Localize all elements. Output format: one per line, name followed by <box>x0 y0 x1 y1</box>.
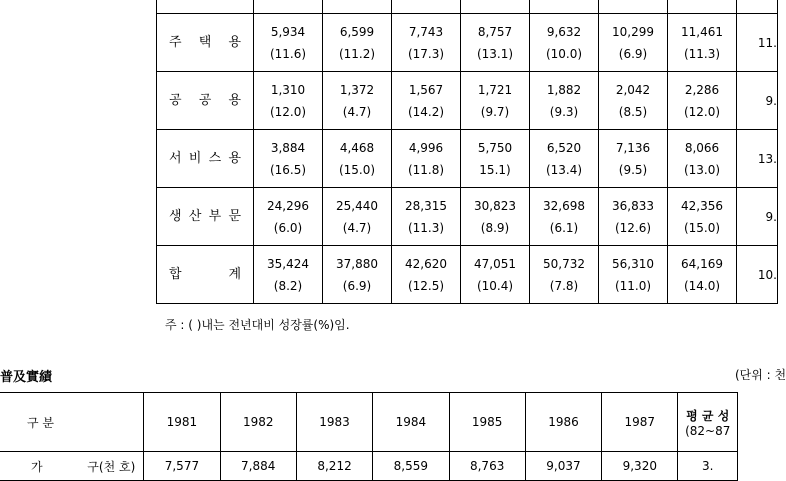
growth-rate: (11.2) <box>338 46 376 61</box>
growth-rate: (12.0) <box>683 104 721 119</box>
value-cell <box>668 188 737 246</box>
value: 28,315 <box>405 198 447 213</box>
value: 8,066 <box>684 140 720 155</box>
growth-rate: (6.0) <box>273 220 303 235</box>
growth-rate: (15.0) <box>683 220 721 235</box>
value-cell <box>461 188 530 246</box>
growth-rate: (9.5) <box>618 162 648 177</box>
avg-growth-cell: 9. <box>737 188 778 246</box>
power-consumption-table <box>156 0 778 304</box>
growth-rate: (9.3) <box>549 104 579 119</box>
value: 1,372 <box>339 82 375 97</box>
households-cell: 9,320 <box>602 452 678 481</box>
value: 5,750 <box>477 140 513 155</box>
value-cell <box>461 130 530 188</box>
value: 11,461 <box>681 24 723 39</box>
value-cell <box>254 130 323 188</box>
value: 47,051 <box>474 256 516 271</box>
table1-row <box>157 72 778 130</box>
value-cell <box>323 188 392 246</box>
households-cell: 9,037 <box>525 452 601 481</box>
growth-rate: (14.2) <box>407 104 445 119</box>
growth-rate: (17.3) <box>407 46 445 61</box>
value: 4,996 <box>408 140 444 155</box>
value: 24,296 <box>267 198 309 213</box>
unit-label: (단위 : 천 <box>735 368 786 382</box>
value: 30,823 <box>474 198 516 213</box>
growth-rate: (8.5) <box>618 104 648 119</box>
value-cell <box>392 188 461 246</box>
row-label: 합 계 <box>157 246 254 304</box>
value-cell <box>599 72 668 130</box>
growth-rate: (10.4) <box>476 278 514 293</box>
value-cell <box>668 72 737 130</box>
value: 10,299 <box>612 24 654 39</box>
growth-rate: (8.2) <box>273 278 303 293</box>
year-header: 1984 <box>373 393 449 452</box>
value: 42,620 <box>405 256 447 271</box>
households-row-label: 가 구(천 호) <box>0 452 144 481</box>
table1-row <box>157 188 778 246</box>
value: 1,721 <box>477 82 513 97</box>
value-cell <box>599 188 668 246</box>
growth-rate: (6.9) <box>618 46 648 61</box>
row-label: 생 산 부 문 <box>157 188 254 246</box>
value: 1,567 <box>408 82 444 97</box>
value-cell <box>392 246 461 304</box>
value-cell <box>392 130 461 188</box>
value-cell <box>254 72 323 130</box>
row-label: 서 비 스 용 <box>157 130 254 188</box>
value-cell <box>254 14 323 72</box>
value: 6,520 <box>546 140 582 155</box>
value-cell <box>461 72 530 130</box>
value-cell <box>461 14 530 72</box>
avg-growth-cell: 13. <box>737 130 778 188</box>
value-cell <box>530 188 599 246</box>
value: 5,934 <box>270 24 306 39</box>
value-cell <box>392 72 461 130</box>
households-avg-cell: 3. <box>678 452 738 481</box>
households-table <box>0 392 738 481</box>
year-header: 1982 <box>220 393 296 452</box>
table2-header-label: 구 분 <box>0 393 144 452</box>
value-cell <box>599 14 668 72</box>
growth-rate: (16.5) <box>269 162 307 177</box>
growth-rate: (11.6) <box>269 46 307 61</box>
growth-rate: (11.0) <box>614 278 652 293</box>
value-cell <box>323 130 392 188</box>
growth-rate: (11.3) <box>407 220 445 235</box>
growth-rate: (4.7) <box>342 104 372 119</box>
growth-rate: (12.5) <box>407 278 445 293</box>
value-cell <box>323 14 392 72</box>
value: 37,880 <box>336 256 378 271</box>
year-header: 1981 <box>144 393 220 452</box>
table1-row <box>157 130 778 188</box>
growth-rate: (13.1) <box>476 46 514 61</box>
households-cell: 8,212 <box>296 452 372 481</box>
avg-growth-header: 평 균 성 (82~87 <box>678 393 738 452</box>
value: 50,732 <box>543 256 585 271</box>
value: 4,468 <box>339 140 375 155</box>
value-cell <box>668 130 737 188</box>
value: 2,286 <box>684 82 720 97</box>
year-header: 1985 <box>449 393 525 452</box>
growth-rate: (11.8) <box>407 162 445 177</box>
section-title: 普及實績 <box>0 370 53 385</box>
year-header: 1987 <box>602 393 678 452</box>
value-cell <box>668 246 737 304</box>
value-cell <box>530 14 599 72</box>
value-cell <box>530 130 599 188</box>
growth-rate: (11.3) <box>683 46 721 61</box>
row-label: 공 공 용 <box>157 72 254 130</box>
growth-rate: (4.7) <box>342 220 372 235</box>
value-cell <box>461 246 530 304</box>
value: 7,136 <box>615 140 651 155</box>
table1-row <box>157 14 778 72</box>
value: 9,632 <box>546 24 582 39</box>
value: 36,833 <box>612 198 654 213</box>
table1-header-label <box>157 0 254 14</box>
avg-growth-cell: 11. <box>737 14 778 72</box>
value-cell <box>323 72 392 130</box>
value: 7,743 <box>408 24 444 39</box>
year-header: 1986 <box>525 393 601 452</box>
value-cell <box>599 130 668 188</box>
growth-rate: (12.0) <box>269 104 307 119</box>
value: 35,424 <box>267 256 309 271</box>
growth-rate: (6.9) <box>342 278 372 293</box>
growth-rate: (13.0) <box>683 162 721 177</box>
avg-growth-cell: 10. <box>737 246 778 304</box>
value: 32,698 <box>543 198 585 213</box>
value: 8,757 <box>477 24 513 39</box>
value: 1,882 <box>546 82 582 97</box>
value: 42,356 <box>681 198 723 213</box>
value-cell <box>392 14 461 72</box>
households-cell: 7,577 <box>144 452 220 481</box>
value-cell <box>254 188 323 246</box>
growth-rate: (7.8) <box>549 278 579 293</box>
growth-rate: (10.0) <box>545 46 583 61</box>
value-cell <box>668 14 737 72</box>
table1-row <box>157 246 778 304</box>
value: 1,310 <box>270 82 306 97</box>
growth-rate: (13.4) <box>545 162 583 177</box>
households-cell: 7,884 <box>220 452 296 481</box>
value: 2,042 <box>615 82 651 97</box>
growth-rate: (8.9) <box>480 220 510 235</box>
growth-rate: (6.1) <box>549 220 579 235</box>
growth-rate: (12.6) <box>614 220 652 235</box>
value-cell <box>323 246 392 304</box>
table-note: 주 : ( )내는 전년대비 성장률(%)임. <box>165 318 350 332</box>
growth-rate: (15.0) <box>338 162 376 177</box>
value: 3,884 <box>270 140 306 155</box>
value-cell <box>599 246 668 304</box>
households-cell: 8,559 <box>373 452 449 481</box>
value-cell <box>254 246 323 304</box>
growth-rate: (9.7) <box>480 104 510 119</box>
value-cell <box>530 72 599 130</box>
households-cell: 8,763 <box>449 452 525 481</box>
value: 6,599 <box>339 24 375 39</box>
avg-growth-cell: 9. <box>737 72 778 130</box>
value-cell <box>530 246 599 304</box>
year-header: 1983 <box>296 393 372 452</box>
growth-rate: 15.1) <box>479 162 511 177</box>
row-label: 주 택 용 <box>157 14 254 72</box>
value: 64,169 <box>681 256 723 271</box>
value: 25,440 <box>336 198 378 213</box>
growth-rate: (14.0) <box>683 278 721 293</box>
value: 56,310 <box>612 256 654 271</box>
